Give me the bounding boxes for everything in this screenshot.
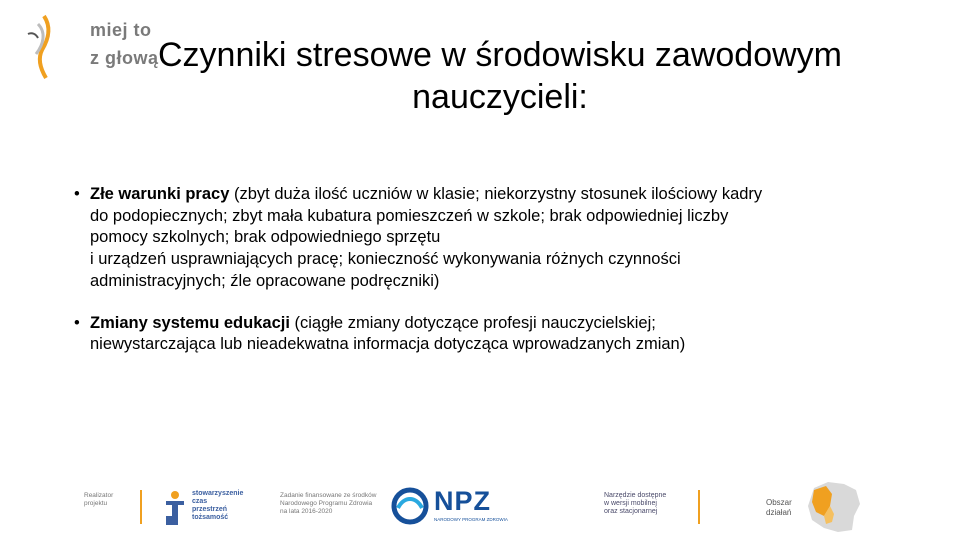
divider <box>140 490 142 524</box>
logo-line-2: z głową <box>90 48 159 68</box>
mobile-tool-label: Narzędzie dostępne w wersji mobilnej oraz stacjonarnej <box>604 492 667 515</box>
bullet-list <box>74 184 914 376</box>
bullet-text: i urządzeń usprawniających pracę; konieczność wykonywania różnych czynności <box>90 250 681 269</box>
npz-emblem-icon <box>390 486 430 526</box>
poland-map-icon <box>804 476 864 534</box>
bullet-text: do podopiecznych; zbyt mała kubatura pomieszczeń w szkole; brak odpowiedniej liczby <box>90 206 729 225</box>
footer-logos <box>0 480 960 540</box>
npz-logo-text: NPZ <box>434 486 491 516</box>
title-line-1: Czynniki stresowe w środowisku zawodowym <box>157 36 842 74</box>
slide-title <box>80 34 920 118</box>
bullet-item <box>74 184 914 293</box>
bullet-heading: Złe warunki pracy <box>90 185 230 203</box>
bullet-text: (zbyt duża ilość uczniów w klasie; niekorzystny stosunek ilościowy kadry <box>229 185 763 203</box>
bullet-text: pomocy szkolnych; brak odpowiedniego sprzętu <box>90 228 441 247</box>
title-line-2: nauczycieli: <box>412 78 588 116</box>
realizator-label: Realizator projektu <box>84 492 114 507</box>
financing-label: Zadanie finansowane ze środków Narodowego Programu Zdrowia na lata 2016-2020 <box>280 492 377 515</box>
obszar-label: Obszar działań <box>766 498 792 517</box>
bullet-text: (ciągłe zmiany dotyczące profesji nauczycielskiej; <box>289 313 656 332</box>
logo-line-1: miej to <box>90 20 152 40</box>
bullet-text: niewystarczająca lub nieadekwatna informacja dotycząca wprowadzanych zmian) <box>90 335 686 354</box>
npz-subtitle: NARODOWY PROGRAM ZDROWIA <box>434 517 508 522</box>
stowarzyszenie-logo-icon <box>163 490 187 526</box>
divider <box>698 490 700 524</box>
stowarzyszenie-label: stowarzyszenie czas przestrzeń tożsamość <box>192 490 244 521</box>
bullet-item <box>74 313 914 356</box>
figure-logo-icon <box>22 8 82 83</box>
bullet-heading: Zmiany systemu edukacji <box>90 313 290 332</box>
bullet-text: administracyjnych; źle opracowane podręczniki) <box>90 271 440 290</box>
bullet-icon: • <box>74 313 80 332</box>
bullet-icon: • <box>74 185 80 203</box>
